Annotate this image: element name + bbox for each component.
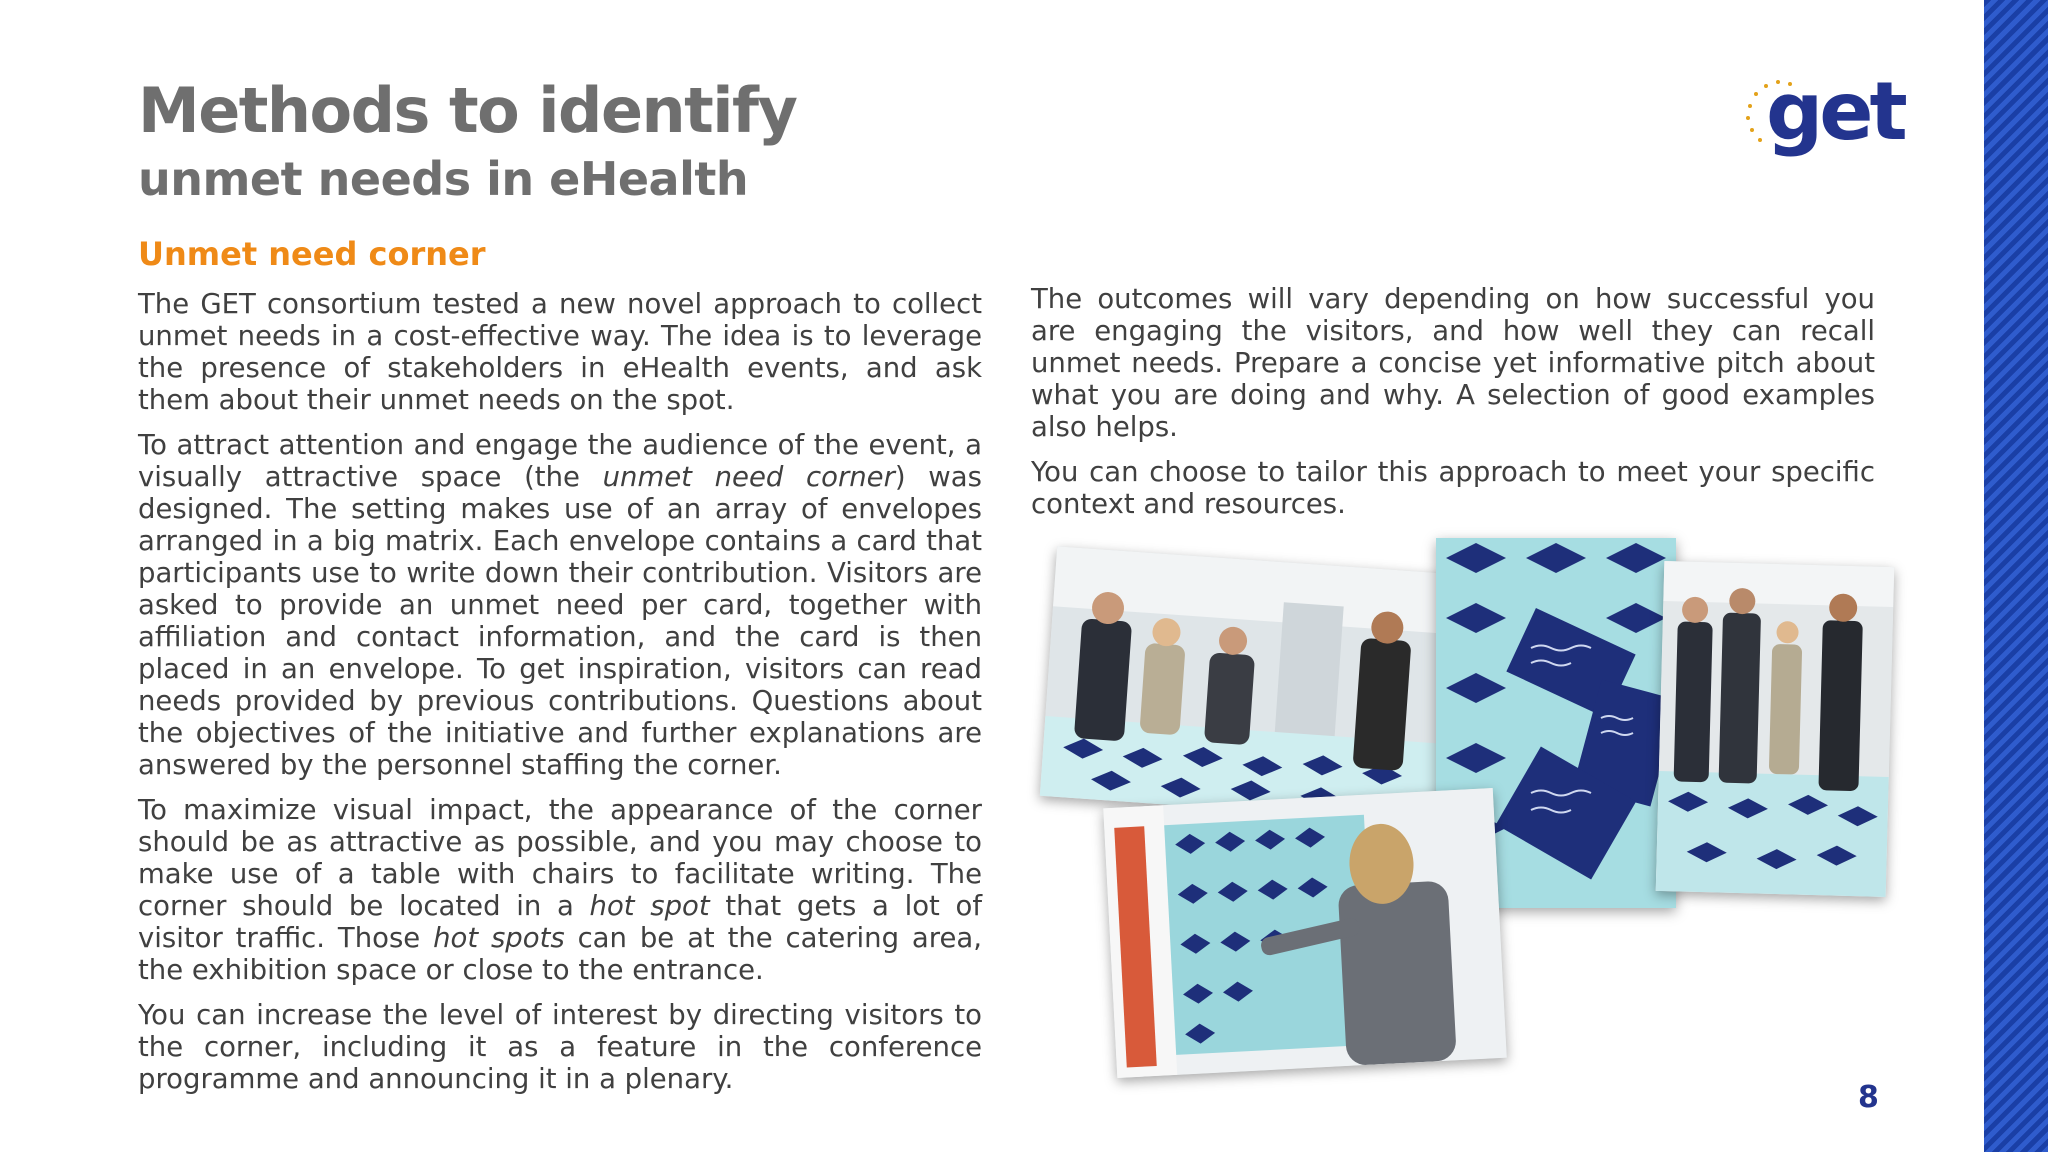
logo-star-icon — [1750, 128, 1754, 132]
logo-wordmark: get — [1766, 65, 1904, 158]
paragraph: To maximize visual impact, the appearance of the corner should be as attractive as possible, and you may choose to make use of a table with chairs to facilitate writing. The corner should be located in a hot spot that gets a lot of visitor traffic. Those hot spots can be at the catering area, the exhibition space or close to the entrance. — [138, 794, 983, 986]
side-decor-band — [1984, 0, 2048, 1152]
page-subtitle: unmet needs in eHealth — [138, 152, 749, 206]
photo-collage — [1010, 530, 1910, 1090]
logo-star-icon — [1746, 116, 1750, 120]
event-photo-table — [1040, 546, 1456, 823]
page-title: Methods to identify — [138, 74, 797, 147]
logo-star-icon — [1748, 104, 1752, 108]
envelope-wall-photo — [1103, 788, 1507, 1078]
paragraph: To attract attention and engage the audience of the event, a visually attractive space (the unmet need corner) was designed. The setting makes use of an array of envelopes arranged in a big matrix. Each envelope contains a card that participants use to write down their contribution. Visitors are asked to provide an unmet need per card, together with affiliation and contact information, and the card is then placed in an envelope. To get inspiration, visitors can read needs provided by previous contributions. Questions about the objectives of the initiative and further explanations are answered by the personnel staffing the corner. — [138, 429, 982, 781]
paragraph: You can choose to tailor this approach to meet your specific context and resources. — [1031, 456, 1875, 520]
event-photo-visitors — [1656, 561, 1895, 897]
left-text-column — [138, 288, 982, 1108]
emphasis: hot spot — [589, 890, 710, 922]
paragraph: You can increase the level of interest by directing visitors to the corner, including it as a feature in the conference programme and announcing it in a plenary. — [138, 999, 982, 1095]
right-text-column — [1031, 283, 1875, 533]
paragraph: The outcomes will vary depending on how successful you are engaging the visitors, and how well they can recall unmet needs. Prepare a concise yet informative pitch about what you are doing and why. A selection of good examples also helps. — [1031, 283, 1875, 443]
page-number: 8 — [1858, 1080, 1879, 1115]
emphasis: hot spots — [433, 922, 565, 954]
get-logo — [1742, 65, 1904, 168]
logo-star-icon — [1758, 138, 1762, 142]
section-heading: Unmet need corner — [138, 235, 486, 273]
emphasis: unmet need corner — [602, 461, 895, 493]
paragraph: The GET consortium tested a new novel approach to collect unmet needs in a cost-effective way. The idea is to leverage the presence of stakeholders in eHealth events, and ask them about their unmet needs on the spot. — [138, 288, 982, 416]
logo-star-icon — [1754, 92, 1758, 96]
